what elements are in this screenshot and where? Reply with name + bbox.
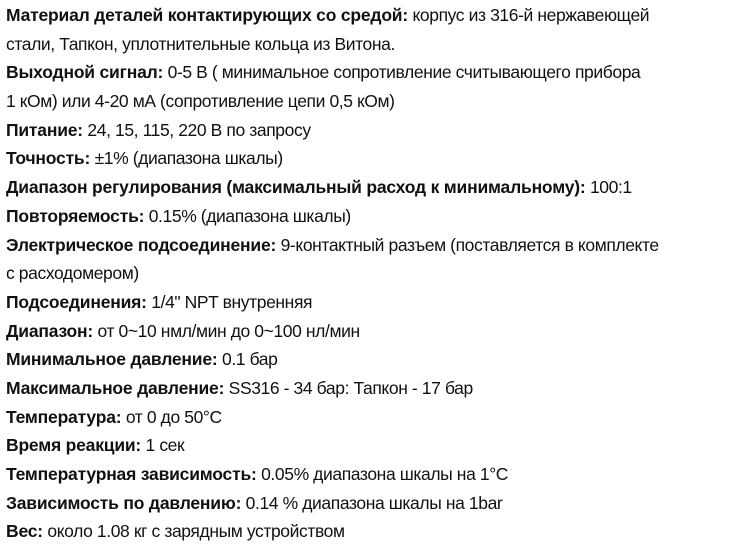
spec-value: ±1% (диапазона шкалы) <box>90 148 283 169</box>
spec-line-output-signal <box>6 58 742 87</box>
spec-line-material <box>6 1 742 30</box>
spec-label: Повторяемость: <box>6 205 145 226</box>
spec-value: 0.05% диапазона шкалы на 1°С <box>256 464 509 484</box>
spec-value: 1 кОм) или 4-20 мА (сопротивление цепи 0,5 кОм) <box>6 91 395 112</box>
spec-value: 1/4" NPT внутренняя <box>146 291 313 312</box>
spec-value: с расходомером) <box>6 263 139 284</box>
spec-value: 0.15% (диапазона шкалы) <box>144 205 351 226</box>
spec-value: 1 сек <box>141 435 185 456</box>
spec-label: Подсоединения: <box>6 291 147 312</box>
spec-line-response-time <box>6 431 742 460</box>
spec-line-min-pressure <box>6 345 742 374</box>
spec-value: 9-контактный разъем (поставляется в комплекте <box>276 234 659 255</box>
spec-value: 0-5 В ( минимальное сопротивление считывающего прибора <box>163 62 641 83</box>
spec-label: Материал деталей контактирующих со средой: <box>6 5 408 25</box>
spec-line-turndown <box>6 173 742 202</box>
spec-label: Диапазон регулирования (максимальный расход к минимальному): <box>6 177 586 198</box>
spec-label: Время реакции: <box>6 435 142 456</box>
spec-label: Диапазон: <box>6 320 94 341</box>
spec-line-max-pressure <box>6 374 742 403</box>
spec-value: 24, 15, 115, 220 В по запросу <box>82 119 311 140</box>
spec-value: около 1.08 кг с зарядным устройством <box>42 521 345 542</box>
spec-label: Температурная зависимость: <box>6 464 257 484</box>
spec-value: корпус из 316-й нержавеющей <box>408 5 650 25</box>
spec-line-temp-dependence <box>6 460 742 489</box>
spec-line-material-cont <box>6 30 742 59</box>
spec-label: Зависимость по давлению: <box>6 492 242 513</box>
spec-line-range <box>6 317 742 346</box>
spec-line-connections <box>6 288 742 317</box>
spec-line-weight <box>6 517 742 546</box>
spec-label: Питание: <box>6 119 83 140</box>
spec-label: Точность: <box>6 148 91 169</box>
spec-line-electrical-cont <box>6 259 742 288</box>
spec-line-output-signal-cont <box>6 87 742 116</box>
spec-list <box>6 1 742 546</box>
spec-label: Вес: <box>6 521 43 542</box>
spec-line-temperature <box>6 403 742 432</box>
spec-line-accuracy <box>6 144 742 173</box>
spec-value: от 0 до 50°С <box>121 406 222 427</box>
spec-label: Максимальное давление: <box>6 377 225 398</box>
spec-value: от 0~10 нмл/мин до 0~100 нл/мин <box>93 320 360 341</box>
spec-value: 0.1 бар <box>217 349 278 370</box>
spec-line-repeatability <box>6 202 742 231</box>
spec-label: Температура: <box>6 406 122 427</box>
spec-value: 100:1 <box>585 177 632 198</box>
spec-line-electrical <box>6 231 742 260</box>
spec-value: 0.14 % диапазона шкалы на 1bar <box>241 492 503 513</box>
spec-value: SS316 - 34 бар: Тапкон - 17 бар <box>224 377 473 398</box>
spec-label: Выходной сигнал: <box>6 62 164 83</box>
spec-label: Электрическое подсоединение: <box>6 234 277 255</box>
spec-line-power <box>6 116 742 145</box>
spec-line-pressure-dependence <box>6 489 742 518</box>
spec-label: Минимальное давление: <box>6 349 218 370</box>
spec-value: стали, Тапкон, уплотнительные кольца из Витона. <box>6 33 395 54</box>
